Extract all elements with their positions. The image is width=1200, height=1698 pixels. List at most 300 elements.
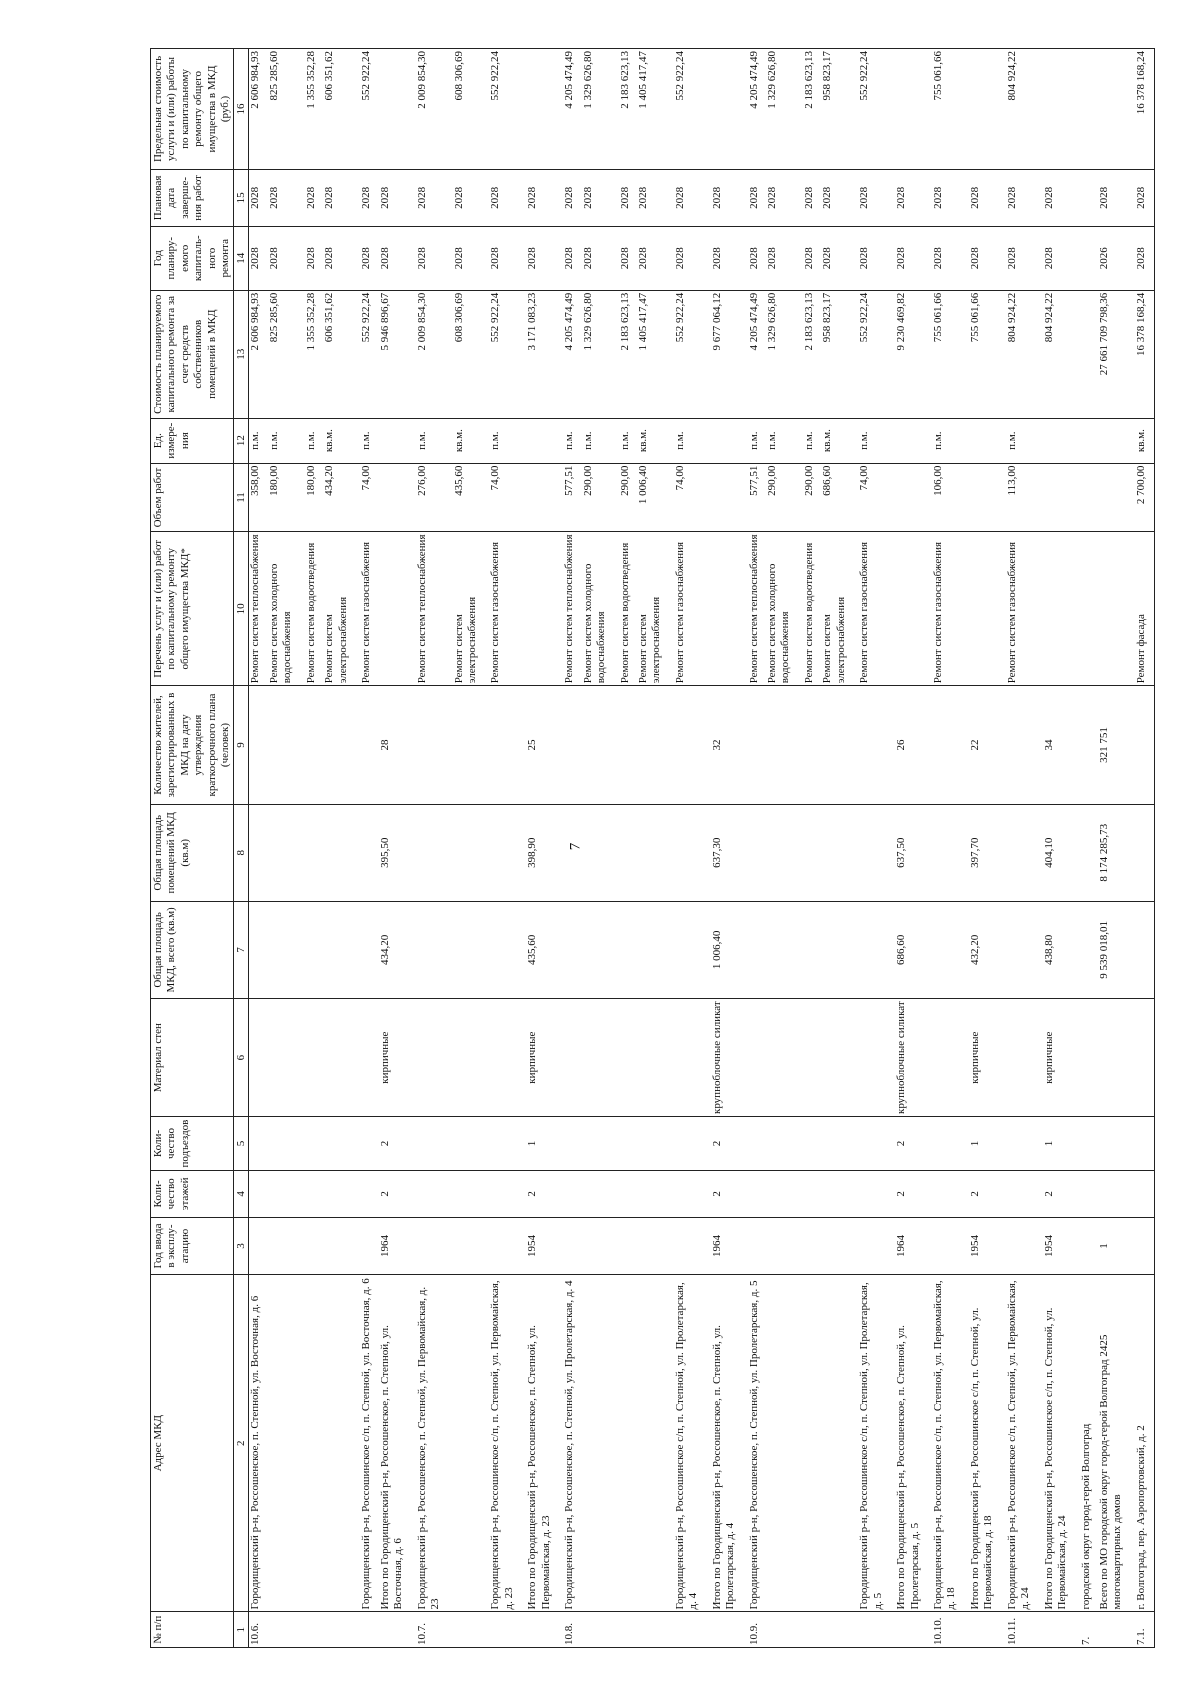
cell-col-3 <box>582 1218 619 1275</box>
cell-col-10: Ремонт систем водоотведения <box>803 532 821 686</box>
cell-col-1 <box>360 1612 378 1648</box>
cell-col-5 <box>323 1117 360 1170</box>
cell-col-16: 1 405 417,47 <box>637 49 674 170</box>
cell-col-13: 16 378 168,24 <box>1135 290 1155 418</box>
cell-col-9 <box>932 686 969 804</box>
cell-col-1 <box>711 1612 748 1648</box>
cell-col-7 <box>305 901 323 998</box>
table-body <box>249 49 1155 1648</box>
cell-col-2: г. Волгоград, пер. Аэропортовский, д. 2 <box>1135 1274 1155 1612</box>
cell-col-14: 2028 <box>249 226 268 290</box>
cell-col-4 <box>748 1170 766 1217</box>
cell-col-13: 2 183 623,13 <box>803 290 821 418</box>
cell-col-4 <box>1080 1170 1098 1217</box>
cell-col-1 <box>803 1612 821 1648</box>
cell-col-8: 637,30 <box>711 804 748 901</box>
header-col-1: № п/п <box>151 1612 234 1648</box>
cell-col-1: 10.9. <box>748 1612 766 1648</box>
cell-col-3 <box>360 1218 378 1275</box>
table-row <box>563 49 581 1648</box>
cell-col-15: 2028 <box>1006 169 1043 226</box>
cell-col-2 <box>766 1274 803 1612</box>
table-row <box>748 49 766 1648</box>
cell-col-11: 74,00 <box>674 463 711 532</box>
table-row <box>249 49 268 1648</box>
table-row <box>379 49 416 1648</box>
cell-col-15: 2028 <box>858 169 895 226</box>
cell-col-15: 2028 <box>1135 169 1155 226</box>
cell-col-7: 432,20 <box>969 901 1006 998</box>
cell-col-11 <box>1043 463 1080 532</box>
cell-col-7 <box>453 901 490 998</box>
cell-col-10: Ремонт систем холодного водоснабжения <box>582 532 619 686</box>
cell-col-10: Ремонт систем холодного водоснабжения <box>268 532 305 686</box>
cell-col-7 <box>1080 901 1098 998</box>
cell-col-12: п.м. <box>416 418 453 463</box>
cell-col-2: Итого по Городищенский р-н, Россошенское, п. Степной, ул. Пролетарская, д. 4 <box>711 1274 748 1612</box>
cell-col-11 <box>379 463 416 532</box>
cell-col-13: 27 661 709 798,36 <box>1098 290 1135 418</box>
table-row <box>1080 49 1098 1648</box>
header-col-4: Коли-чество этажей <box>151 1170 234 1217</box>
cell-col-14: 2028 <box>932 226 969 290</box>
cell-col-1: 10.8. <box>563 1612 581 1648</box>
cell-col-6 <box>748 998 766 1116</box>
cell-col-10 <box>895 532 932 686</box>
cell-col-14: 2028 <box>360 226 378 290</box>
cell-col-8 <box>803 804 821 901</box>
cell-col-9 <box>821 686 858 804</box>
cell-col-15: 2028 <box>969 169 1006 226</box>
cell-col-9 <box>582 686 619 804</box>
cell-col-6 <box>1080 998 1098 1116</box>
header-col-6: Материал стен <box>151 998 234 1116</box>
cell-col-4 <box>803 1170 821 1217</box>
cell-col-9 <box>249 686 268 804</box>
cell-col-6: кирпичные <box>526 998 563 1116</box>
cell-col-1 <box>637 1612 674 1648</box>
cell-col-9: 321 751 <box>1098 686 1135 804</box>
cell-col-5 <box>1080 1117 1098 1170</box>
table-row <box>858 49 895 1648</box>
cell-col-5 <box>268 1117 305 1170</box>
cell-col-3 <box>637 1218 674 1275</box>
column-number-5: 5 <box>234 1117 249 1170</box>
cell-col-4: 2 <box>379 1170 416 1217</box>
cell-col-9 <box>453 686 490 804</box>
cell-col-8 <box>932 804 969 901</box>
cell-col-16: 1 329 626,80 <box>766 49 803 170</box>
cell-col-8 <box>619 804 637 901</box>
cell-col-7 <box>323 901 360 998</box>
cell-col-13: 755 061,66 <box>969 290 1006 418</box>
cell-col-5 <box>1098 1117 1135 1170</box>
header-col-2: Адрес МКД <box>151 1274 234 1612</box>
cell-col-11: 74,00 <box>489 463 526 532</box>
cell-col-11: 74,00 <box>858 463 895 532</box>
cell-col-12: п.м. <box>563 418 581 463</box>
cell-col-15: 2028 <box>582 169 619 226</box>
cell-col-1: 10.7. <box>416 1612 453 1648</box>
cell-col-7 <box>1006 901 1043 998</box>
cell-col-16: 2 606 984,93 <box>249 49 268 170</box>
cell-col-4 <box>563 1170 581 1217</box>
cell-col-1 <box>858 1612 895 1648</box>
cell-col-2: Итого по Городищенский р-н, Россошенское, п. Степной, ул. Восточная, д. 6 <box>379 1274 416 1612</box>
cell-col-5 <box>305 1117 323 1170</box>
cell-col-10 <box>1043 532 1080 686</box>
cell-col-2: Городищенский р-н, Россошенское, п. Степной, ул. Пролетарская, д. 4 <box>563 1274 581 1612</box>
table-row <box>821 49 858 1648</box>
cell-col-13: 804 924,22 <box>1006 290 1043 418</box>
cell-col-5 <box>766 1117 803 1170</box>
column-number-1: 1 <box>234 1612 249 1648</box>
cell-col-1: 10.6. <box>249 1612 268 1648</box>
cell-col-7 <box>858 901 895 998</box>
cell-col-3 <box>858 1218 895 1275</box>
cell-col-12: п.м. <box>268 418 305 463</box>
cell-col-5 <box>416 1117 453 1170</box>
cell-col-14: 2028 <box>305 226 323 290</box>
cell-col-7: 9 539 018,01 <box>1098 901 1135 998</box>
header-col-10: Перечень услуг и (или) работ по капитальному ремонту общего имущества МКД* <box>151 532 234 686</box>
cell-col-1 <box>766 1612 803 1648</box>
cell-col-12: п.м. <box>803 418 821 463</box>
cell-col-2 <box>637 1274 674 1612</box>
cell-col-8 <box>268 804 305 901</box>
cell-col-3: 1 <box>1098 1218 1135 1275</box>
cell-col-5 <box>803 1117 821 1170</box>
cell-col-6: крупноблочные силикат <box>711 998 748 1116</box>
cell-col-2: Итого по Городищенский р-н, Россошинское с/п, п. Степной, ул. Первомайская, д. 18 <box>969 1274 1006 1612</box>
cell-col-13: 608 306,69 <box>453 290 490 418</box>
cell-col-12: п.м. <box>1006 418 1043 463</box>
table-row <box>637 49 674 1648</box>
cell-col-11 <box>526 463 563 532</box>
cell-col-9 <box>637 686 674 804</box>
cell-col-15: 2028 <box>268 169 305 226</box>
cell-col-2 <box>582 1274 619 1612</box>
cell-col-5: 2 <box>379 1117 416 1170</box>
cell-col-2: Всего по МО городской округ город-герой Волгоград 2425 многоквартирных домов <box>1098 1274 1135 1612</box>
cell-col-13: 4 205 474,49 <box>748 290 766 418</box>
column-number-11: 11 <box>234 463 249 532</box>
cell-col-6 <box>489 998 526 1116</box>
cell-col-2: Городищенский р-н, Россошинское с/п, п. Степной, ул. Пролетарская, д. 5 <box>858 1274 895 1612</box>
cell-col-16: 2 009 854,30 <box>416 49 453 170</box>
header-col-12: Ед. измере-ния <box>151 418 234 463</box>
cell-col-6 <box>1098 998 1135 1116</box>
cell-col-7: 435,60 <box>526 901 563 998</box>
cell-col-16 <box>1098 49 1135 170</box>
cell-col-10: Ремонт систем теплоснабжения <box>748 532 766 686</box>
cell-col-6 <box>453 998 490 1116</box>
cell-col-5: 1 <box>526 1117 563 1170</box>
cell-col-2 <box>619 1274 637 1612</box>
cell-col-1 <box>489 1612 526 1648</box>
cell-col-16 <box>895 49 932 170</box>
column-number-14: 14 <box>234 226 249 290</box>
cell-col-15: 2028 <box>323 169 360 226</box>
cell-col-4 <box>453 1170 490 1217</box>
cell-col-10: Ремонт систем газоснабжения <box>674 532 711 686</box>
cell-col-9 <box>748 686 766 804</box>
cell-col-4: 2 <box>711 1170 748 1217</box>
cell-col-9: 22 <box>969 686 1006 804</box>
cell-col-9 <box>674 686 711 804</box>
cell-col-16: 16 378 168,24 <box>1135 49 1155 170</box>
cell-col-1 <box>305 1612 323 1648</box>
cell-col-10: Ремонт систем водоотведения <box>619 532 637 686</box>
cell-col-15: 2028 <box>489 169 526 226</box>
cell-col-5: 1 <box>1043 1117 1080 1170</box>
cell-col-16: 552 922,24 <box>674 49 711 170</box>
cell-col-1 <box>582 1612 619 1648</box>
cell-col-7 <box>803 901 821 998</box>
cell-col-5 <box>858 1117 895 1170</box>
cell-col-7 <box>489 901 526 998</box>
cell-col-9 <box>360 686 378 804</box>
cell-col-9 <box>563 686 581 804</box>
cell-col-13: 804 924,22 <box>1043 290 1080 418</box>
cell-col-15: 2028 <box>748 169 766 226</box>
cell-col-5 <box>619 1117 637 1170</box>
rotated-page <box>150 48 1155 1648</box>
cell-col-4 <box>1098 1170 1135 1217</box>
cell-col-16 <box>969 49 1006 170</box>
cell-col-8 <box>582 804 619 901</box>
cell-col-6 <box>766 998 803 1116</box>
cell-col-6 <box>416 998 453 1116</box>
cell-col-6 <box>323 998 360 1116</box>
cell-col-10: Ремонт систем газоснабжения <box>489 532 526 686</box>
table-row <box>360 49 378 1648</box>
cell-col-11: 290,00 <box>803 463 821 532</box>
cell-col-1 <box>323 1612 360 1648</box>
cell-col-6 <box>637 998 674 1116</box>
table-row <box>766 49 803 1648</box>
cell-col-9 <box>416 686 453 804</box>
cell-col-5 <box>748 1117 766 1170</box>
cell-col-1: 10.10. <box>932 1612 969 1648</box>
cell-col-12: п.м. <box>305 418 323 463</box>
cell-col-9 <box>1080 686 1098 804</box>
cell-col-14: 2028 <box>674 226 711 290</box>
cell-col-13: 1 329 626,80 <box>766 290 803 418</box>
table-header-row <box>151 49 234 1648</box>
cell-col-9 <box>858 686 895 804</box>
cell-col-10: Ремонт систем электроснабжения <box>821 532 858 686</box>
cell-col-14: 2028 <box>766 226 803 290</box>
cell-col-7: 1 006,40 <box>711 901 748 998</box>
cell-col-8: 398,90 <box>526 804 563 901</box>
cell-col-16: 958 823,17 <box>821 49 858 170</box>
cell-col-14: 2028 <box>711 226 748 290</box>
cell-col-11 <box>711 463 748 532</box>
cell-col-1: 10.11. <box>1006 1612 1043 1648</box>
table-row <box>803 49 821 1648</box>
cell-col-3 <box>803 1218 821 1275</box>
cell-col-1 <box>674 1612 711 1648</box>
cell-col-11: 180,00 <box>305 463 323 532</box>
cell-col-14: 2028 <box>803 226 821 290</box>
cell-col-12: п.м. <box>582 418 619 463</box>
cell-col-5 <box>453 1117 490 1170</box>
table-row <box>1043 49 1080 1648</box>
cell-col-6 <box>932 998 969 1116</box>
cell-col-3 <box>766 1218 803 1275</box>
cell-col-5: 1 <box>969 1117 1006 1170</box>
cell-col-8 <box>249 804 268 901</box>
cell-col-1 <box>1098 1612 1135 1648</box>
cell-col-8 <box>305 804 323 901</box>
cell-col-16: 606 351,62 <box>323 49 360 170</box>
cell-col-1 <box>379 1612 416 1648</box>
table-row <box>323 49 360 1648</box>
cell-col-4 <box>619 1170 637 1217</box>
cell-col-3 <box>674 1218 711 1275</box>
cell-col-8: 8 174 285,73 <box>1098 804 1135 901</box>
cell-col-14: 2028 <box>637 226 674 290</box>
cell-col-9 <box>766 686 803 804</box>
table-row <box>305 49 323 1648</box>
cell-col-15: 2028 <box>766 169 803 226</box>
cell-col-3: 1964 <box>379 1218 416 1275</box>
cell-col-13: 755 061,66 <box>932 290 969 418</box>
table-row <box>489 49 526 1648</box>
cell-col-5 <box>563 1117 581 1170</box>
cell-col-9: 28 <box>379 686 416 804</box>
cell-col-3 <box>323 1218 360 1275</box>
cell-col-15: 2028 <box>453 169 490 226</box>
cell-col-8 <box>1080 804 1098 901</box>
cell-col-12: кв.м. <box>453 418 490 463</box>
cell-col-14: 2028 <box>821 226 858 290</box>
cell-col-15: 2028 <box>932 169 969 226</box>
table-row <box>268 49 305 1648</box>
cell-col-3: 1964 <box>895 1218 932 1275</box>
cell-col-4 <box>582 1170 619 1217</box>
cell-col-12: кв.м. <box>1135 418 1155 463</box>
cell-col-5 <box>249 1117 268 1170</box>
cell-col-2: Городищенский р-н, Россошинское с/п, п. Степной, ул. Пролетарская, д. 4 <box>674 1274 711 1612</box>
cell-col-10: Ремонт систем электроснабжения <box>323 532 360 686</box>
cell-col-7 <box>748 901 766 998</box>
header-col-9: Количество жителей, зарегистрированных в МКД на дату утверждения краткосрочного плана (человек) <box>151 686 234 804</box>
cell-col-14: 2028 <box>1043 226 1080 290</box>
cell-col-13: 606 351,62 <box>323 290 360 418</box>
cell-col-6 <box>803 998 821 1116</box>
cell-col-6: крупноблочные силикат <box>895 998 932 1116</box>
cell-col-14: 2028 <box>582 226 619 290</box>
cell-col-3: 1964 <box>711 1218 748 1275</box>
column-number-4: 4 <box>234 1170 249 1217</box>
cell-col-1: 7.1. <box>1135 1612 1155 1648</box>
cell-col-16: 1 355 352,28 <box>305 49 323 170</box>
table-row <box>932 49 969 1648</box>
cell-col-7 <box>360 901 378 998</box>
cell-col-12: п.м. <box>932 418 969 463</box>
cell-col-14: 2028 <box>489 226 526 290</box>
cell-col-16 <box>526 49 563 170</box>
cell-col-2: Итого по Городищенский р-н, Россошинское с/п, п. Степной, ул. Первомайская, д. 24 <box>1043 1274 1080 1612</box>
column-number-row <box>234 49 249 1648</box>
cell-col-7 <box>766 901 803 998</box>
cell-col-9 <box>803 686 821 804</box>
cell-col-2: Городищенский р-н, Россошинское с/п, п. Степной, ул. Первомайская, д. 23 <box>489 1274 526 1612</box>
cell-col-15: 2028 <box>674 169 711 226</box>
repair-plan-table <box>150 48 1155 1648</box>
table-row <box>619 49 637 1648</box>
cell-col-16: 755 061,66 <box>932 49 969 170</box>
table-row <box>674 49 711 1648</box>
cell-col-16 <box>379 49 416 170</box>
cell-col-4: 2 <box>969 1170 1006 1217</box>
cell-col-11: 1 006,40 <box>637 463 674 532</box>
cell-col-7 <box>416 901 453 998</box>
cell-col-1 <box>526 1612 563 1648</box>
cell-col-11: 290,00 <box>766 463 803 532</box>
cell-col-2 <box>305 1274 323 1612</box>
cell-col-7: 438,80 <box>1043 901 1080 998</box>
cell-col-14: 2028 <box>895 226 932 290</box>
cell-col-16: 608 306,69 <box>453 49 490 170</box>
cell-col-9: 25 <box>526 686 563 804</box>
cell-col-4 <box>268 1170 305 1217</box>
cell-col-4 <box>1006 1170 1043 1217</box>
cell-col-13: 2 606 984,93 <box>249 290 268 418</box>
cell-col-10: Ремонт систем газоснабжения <box>932 532 969 686</box>
cell-col-16: 825 285,60 <box>268 49 305 170</box>
cell-col-11 <box>895 463 932 532</box>
cell-col-8: 637,50 <box>895 804 932 901</box>
cell-col-2: Городищенский р-н, Россошенское, п. Степной, ул. Первомайская, д. 23 <box>416 1274 453 1612</box>
cell-col-4 <box>305 1170 323 1217</box>
table-row <box>711 49 748 1648</box>
cell-col-7 <box>637 901 674 998</box>
cell-col-7: 686,60 <box>895 901 932 998</box>
cell-col-10 <box>711 532 748 686</box>
cell-col-13: 1 329 626,80 <box>582 290 619 418</box>
cell-col-9 <box>305 686 323 804</box>
cell-col-11: 106,00 <box>932 463 969 532</box>
cell-col-1 <box>453 1612 490 1648</box>
cell-col-1 <box>268 1612 305 1648</box>
table-row <box>895 49 932 1648</box>
cell-col-3 <box>748 1218 766 1275</box>
cell-col-3 <box>416 1218 453 1275</box>
cell-col-5 <box>1006 1117 1043 1170</box>
cell-col-3 <box>1080 1218 1098 1275</box>
cell-col-12 <box>895 418 932 463</box>
cell-col-2: Городищенский р-н, Россошинское с/п, п. Степной, ул. Первомайская, д. 18 <box>932 1274 969 1612</box>
cell-col-14: 2028 <box>858 226 895 290</box>
cell-col-6 <box>582 998 619 1116</box>
cell-col-8 <box>323 804 360 901</box>
cell-col-6 <box>1135 998 1155 1116</box>
cell-col-15: 2028 <box>895 169 932 226</box>
cell-col-11: 358,00 <box>249 463 268 532</box>
cell-col-16: 1 329 626,80 <box>582 49 619 170</box>
cell-col-10: Ремонт систем газоснабжения <box>360 532 378 686</box>
cell-col-14: 2028 <box>563 226 581 290</box>
cell-col-12: кв.м. <box>323 418 360 463</box>
cell-col-9: 32 <box>711 686 748 804</box>
cell-col-14: 2028 <box>416 226 453 290</box>
cell-col-14: 2028 <box>268 226 305 290</box>
cell-col-11: 113,00 <box>1006 463 1043 532</box>
cell-col-6 <box>305 998 323 1116</box>
